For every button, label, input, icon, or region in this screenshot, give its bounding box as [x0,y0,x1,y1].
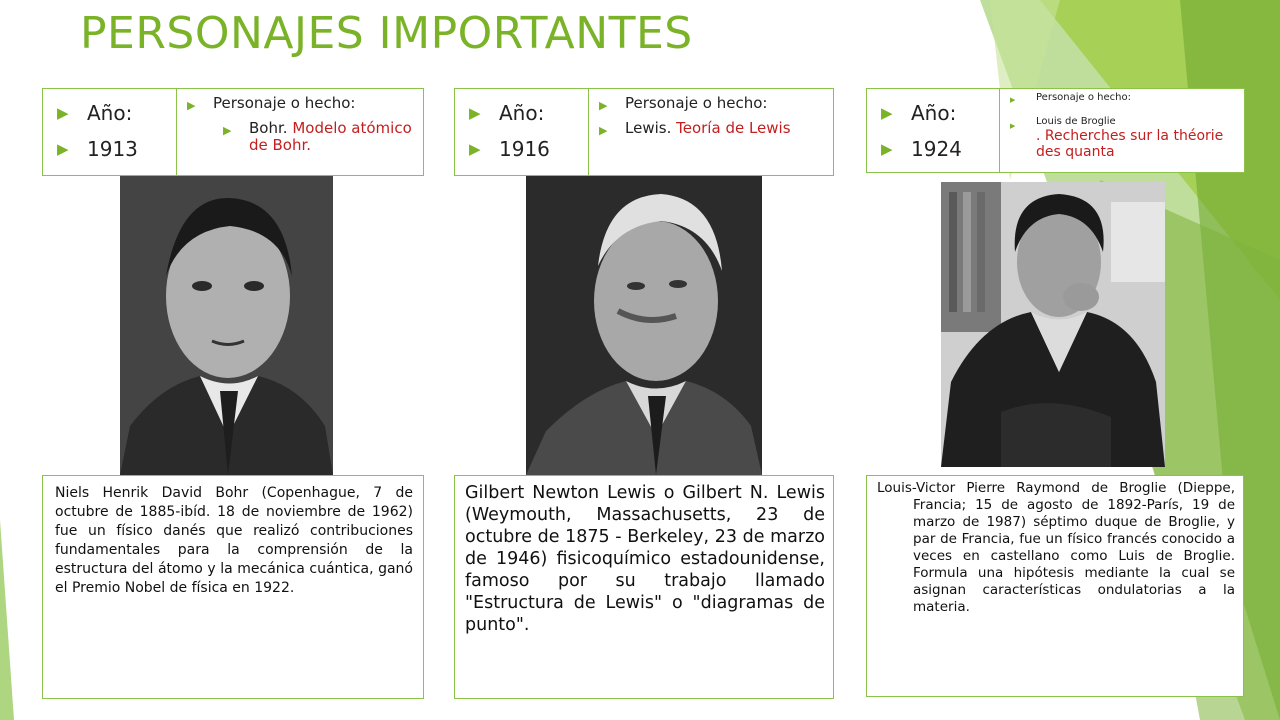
bio-lewis: Gilbert Newton Lewis o Gilbert N. Lewis (Weymouth, Massachusetts, 23 de octubre de 1875 - Berkeley, 23 de marzo de 1946) fisicoquímico estadounidense, famoso por su trabajo llamado "Estructura de Lewis" o "diagramas de punto". [454,475,834,699]
arrow-bullet-icon: ▶ [469,140,481,158]
arrow-bullet-icon: ▶ [223,124,232,137]
portrait-lewis-icon [526,176,762,475]
year-label: Año: [911,101,957,125]
fact-heading: Personaje o hecho: [625,94,768,112]
year-value: 1916 [499,137,550,161]
fact-box-bohr [176,88,424,176]
fact-highlight: Modelo atómico de Bohr. [249,119,412,154]
portrait-broglie-icon [941,182,1165,467]
arrow-bullet-icon: ▶ [469,104,481,122]
year-label: Año: [499,101,545,125]
fact-text [249,120,417,154]
arrow-bullet-icon: ▶ [187,99,196,112]
bio-broglie-text: Louis-Victor Pierre Raymond de Broglie (Dieppe, Francia; 15 de agosto de 1892-París, 19 de marzo de 1987) séptimo duque de Broglie, y par de Francia, fue un físico francés conocido a veces en castellano como Luis de Broglie. Formula una hipótesis mediante la cual se asignan características ondulatorias a la materia. [877,480,1235,615]
arrow-bullet-icon: ▶ [881,140,893,158]
year-label: Año: [87,101,133,125]
arrow-bullet-icon: ▶ [599,124,608,137]
year-value: 1924 [911,137,962,161]
fact-name: Lewis. [625,119,672,137]
bio-bohr: Niels Henrik David Bohr (Copenhague, 7 de octubre de 1885-ibíd. 18 de noviembre de 1962) fue un físico danés que realizó contribuciones fundamentales para la comprensión de la estructura del átomo y la mecánica cuántica, ganó el Premio Nobel de física en 1922. [42,475,424,699]
bio-broglie [866,475,1244,697]
arrow-bullet-icon: ▶ [1010,96,1016,104]
fact-heading: Personaje o hecho: [213,94,356,112]
fact-box-broglie [999,88,1245,173]
year-box-lewis [454,88,590,176]
arrow-bullet-icon: ▶ [1010,122,1016,130]
portrait-bohr-icon [120,176,333,475]
year-value: 1913 [87,137,138,161]
fact-heading: Personaje o hecho: [1036,92,1131,103]
fact-text [625,120,791,137]
photo-lewis [526,176,762,475]
photo-broglie [941,182,1165,467]
year-box-broglie [866,88,1002,173]
arrow-bullet-icon: ▶ [57,104,69,122]
fact-name: Bohr. [249,119,288,137]
year-box-bohr [42,88,178,176]
fact-highlight: Teoría de Lewis [676,119,791,137]
photo-bohr [120,176,333,475]
fact-text [1036,116,1238,160]
fact-highlight: . Recherches sur la théorie des quanta [1036,128,1224,160]
arrow-bullet-icon: ▶ [57,140,69,158]
fact-box-lewis [588,88,834,176]
fact-name: Louis de Broglie [1036,116,1116,127]
arrow-bullet-icon: ▶ [881,104,893,122]
slide-title: PERSONAJES IMPORTANTES [80,8,693,59]
arrow-bullet-icon: ▶ [599,99,608,112]
